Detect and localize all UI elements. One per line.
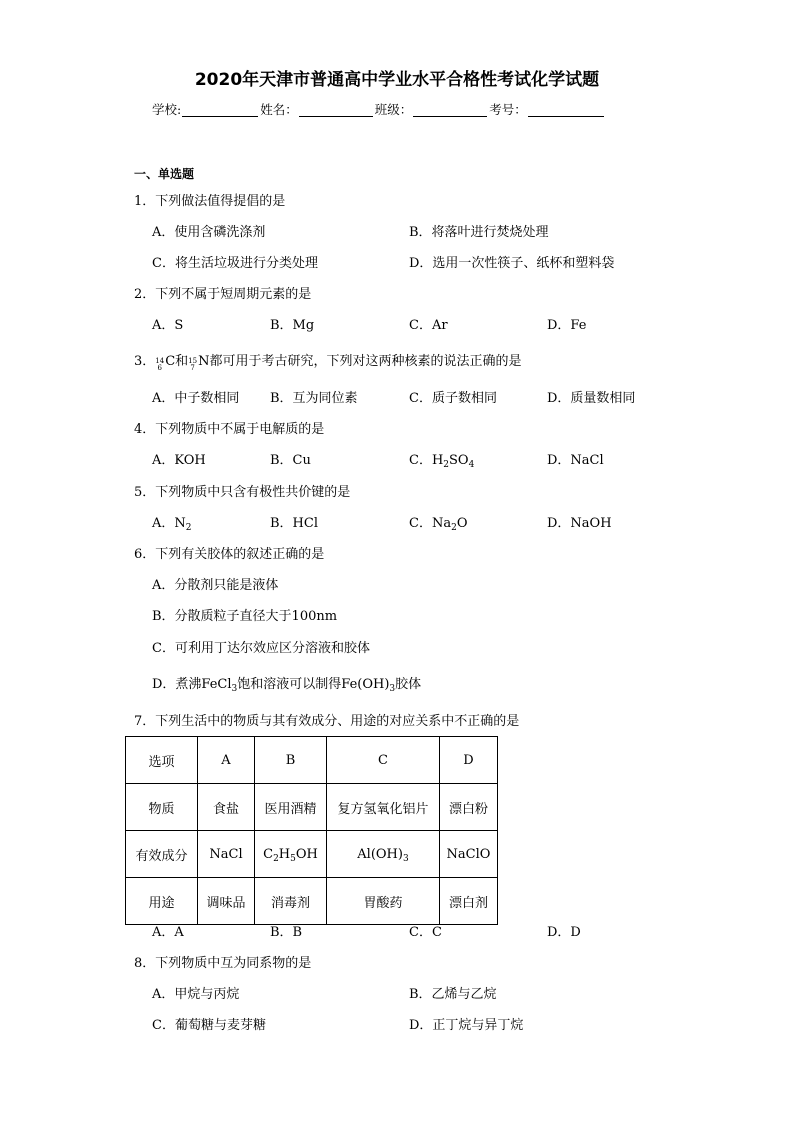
formula-part: Al(OH) <box>357 846 403 862</box>
question-1-option-d: D．选用一次性筷子、纸杯和塑料袋 <box>409 256 615 271</box>
table-cell: A <box>198 737 255 784</box>
question-2-stem: 2．下列不属于短周期元素的是 <box>134 287 312 302</box>
section-heading: 一、单选题 <box>134 167 195 181</box>
table-cell: 用途 <box>126 878 198 925</box>
formula-part: C．Na <box>409 516 452 531</box>
table-cell: 复方氢氧化铝片 <box>327 784 440 831</box>
question-7-option-a: A．A <box>152 925 184 940</box>
question-4-option-a: A．KOH <box>152 453 206 468</box>
question-7-option-b: B．B <box>270 925 303 940</box>
question-4-option-c <box>409 453 475 470</box>
question-5-option-d: D．NaOH <box>547 516 612 531</box>
table-cell: 选项 <box>126 737 198 784</box>
table-row <box>126 784 498 831</box>
subscript: 2 <box>273 853 279 864</box>
question-5-option-c <box>409 516 468 533</box>
subscript: 2 <box>443 460 450 470</box>
question-4-option-d: D．NaCl <box>547 453 604 468</box>
question-8-option-b: B．乙烯与乙烷 <box>409 987 497 1002</box>
question-1-option-b: B．将落叶进行焚烧处理 <box>409 225 549 240</box>
question-3-option-c: C．质子数相同 <box>409 391 497 406</box>
name-label: 姓名： <box>260 102 298 117</box>
question-7-option-c: C．C <box>409 925 442 940</box>
question-7-option-d: D．D <box>547 925 581 940</box>
table-row <box>126 878 498 925</box>
question-4-stem: 4．下列物质中不属于电解质的是 <box>134 422 325 437</box>
subscript: 2 <box>185 523 192 533</box>
table-cell: 物质 <box>126 784 198 831</box>
formula-part: C <box>263 846 274 862</box>
table-cell: NaCl <box>198 831 255 878</box>
formula-part: OH <box>295 846 318 862</box>
table-cell: D <box>440 737 498 784</box>
nitrogen-symbol: N <box>198 354 210 369</box>
carbon-symbol: C <box>165 354 176 369</box>
subscript: 3 <box>389 684 396 694</box>
table-cell: B <box>255 737 327 784</box>
formula-part: H <box>278 846 291 862</box>
question-2-option-c: C．Ar <box>409 318 448 333</box>
question-2-option-a: A．S <box>152 318 184 333</box>
carbon-isotope-notation <box>155 358 164 372</box>
nitrogen-isotope-notation <box>188 358 197 372</box>
number-label: 考号： <box>489 102 527 117</box>
name-blank[interactable] <box>299 104 373 117</box>
table-cell: NaClO <box>440 831 498 878</box>
table-cell: 漂白剂 <box>440 878 498 925</box>
table-cell: 消毒剂 <box>255 878 327 925</box>
question-3-stem <box>134 355 521 372</box>
question-4-option-b: B．Cu <box>270 453 311 468</box>
subscript: 4 <box>468 460 475 470</box>
table-cell: 胃酸药 <box>327 878 440 925</box>
conjunction: 和 <box>175 354 189 369</box>
table-cell: 食盐 <box>198 784 255 831</box>
question-8-option-c: C．葡萄糖与麦芽糖 <box>152 1018 266 1033</box>
question-1-stem: 1．下列做法值得提倡的是 <box>134 194 286 209</box>
question-8-option-d: D．正丁烷与异丁烷 <box>409 1018 524 1033</box>
subscript: 3 <box>231 684 238 694</box>
table-cell: 漂白粉 <box>440 784 498 831</box>
question-5-option-b: B．HCl <box>270 516 318 531</box>
question-8-stem: 8．下列物质中互为同系物的是 <box>134 956 312 971</box>
formula-part: 饱和溶液可以制得Fe(OH) <box>237 677 390 692</box>
table-cell: 医用酒精 <box>255 784 327 831</box>
class-label: 班级： <box>374 102 413 117</box>
question-6-option-d <box>152 677 422 694</box>
question-7-table <box>125 736 498 925</box>
formula-part: SO <box>449 453 469 468</box>
formula-part: C．H <box>409 453 444 468</box>
nitrogen-mass-number: 15 <box>188 357 198 365</box>
formula-part: D．煮沸FeCl <box>152 677 232 692</box>
question-6-option-b: B．分散质粒子直径大于100nm <box>152 609 338 624</box>
question-7-stem: 7．下列生活中的物质与其有效成分、用途的对应关系中不正确的是 <box>134 714 520 729</box>
carbon-atomic-number: 6 <box>157 364 162 372</box>
table-cell: 有效成分 <box>126 831 198 878</box>
nitrogen-atomic-number: 7 <box>190 364 195 372</box>
formula-part: A．N <box>152 516 186 531</box>
question-1-option-a: A．使用含磷洗涤剂 <box>152 225 266 240</box>
table-cell <box>255 831 327 878</box>
question-3-stem-text: 都可用于考古研究，下列对这两种核素的说法正确的是 <box>209 354 522 369</box>
subscript: 5 <box>290 853 296 864</box>
table-cell: C <box>327 737 440 784</box>
question-3-number: 3． <box>134 354 156 369</box>
table-row <box>126 737 498 784</box>
class-blank[interactable] <box>413 104 487 117</box>
table-row <box>126 831 498 878</box>
question-3-option-b: B．互为同位素 <box>270 391 358 406</box>
subscript: 2 <box>451 523 457 533</box>
page-title: 2020年天津市普通高中学业水平合格性考试化学试题 <box>194 70 600 90</box>
question-2-option-d: D．Fe <box>547 318 587 333</box>
student-info-line <box>152 104 606 117</box>
question-5-stem: 5．下列物质中只含有极性共价键的是 <box>134 485 351 500</box>
school-blank[interactable] <box>182 104 258 117</box>
question-3-option-d: D．质量数相同 <box>547 391 636 406</box>
table-cell: 调味品 <box>198 878 255 925</box>
table-cell <box>327 831 440 878</box>
question-6-option-c: C．可利用丁达尔效应区分溶液和胶体 <box>152 641 370 656</box>
formula-part: 胶体 <box>395 677 422 692</box>
question-6-stem: 6．下列有关胶体的叙述正确的是 <box>134 547 325 562</box>
question-6-option-a: A．分散剂只能是液体 <box>152 578 279 593</box>
school-label: 学校: <box>152 102 182 117</box>
carbon-mass-number: 14 <box>155 357 165 365</box>
subscript: 3 <box>402 853 409 864</box>
question-5-option-a <box>152 516 192 533</box>
formula-part: O <box>456 516 468 531</box>
question-3-option-a: A．中子数相同 <box>152 391 240 406</box>
question-2-option-b: B．Mg <box>270 318 315 333</box>
number-blank[interactable] <box>528 104 604 117</box>
question-8-option-a: A．甲烷与丙烷 <box>152 987 240 1002</box>
question-1-option-c: C．将生活垃圾进行分类处理 <box>152 256 318 271</box>
